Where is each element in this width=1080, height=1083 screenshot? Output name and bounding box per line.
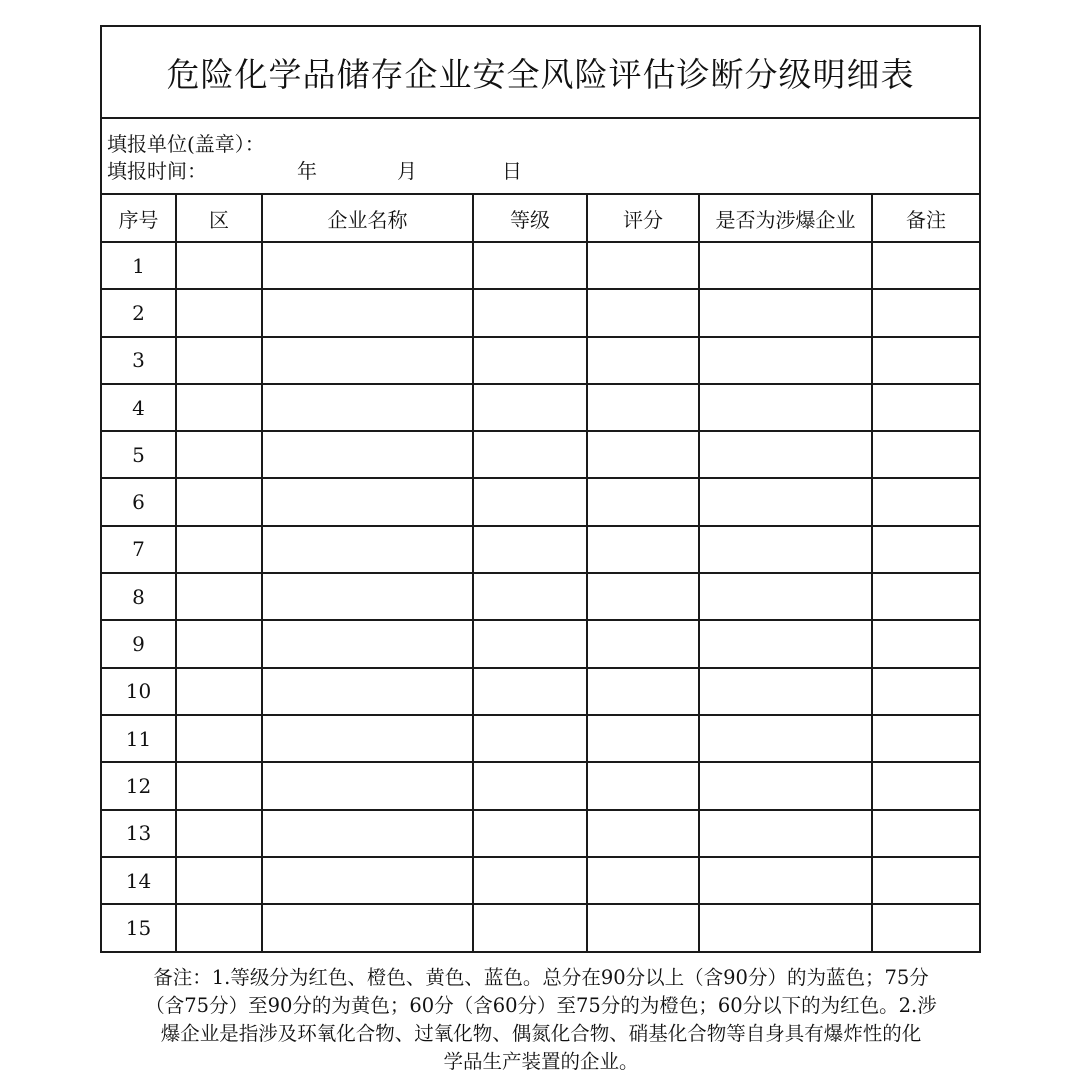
cell-index: 1	[102, 242, 176, 289]
table-row	[102, 620, 979, 667]
cell-company-name[interactable]	[262, 810, 473, 857]
cell-explosive[interactable]	[699, 573, 872, 620]
column-header-score: 评分	[587, 195, 699, 242]
cell-grade[interactable]	[473, 857, 587, 904]
cell-grade[interactable]	[473, 668, 587, 715]
table-row	[102, 904, 979, 951]
cell-explosive[interactable]	[699, 762, 872, 809]
cell-explosive[interactable]	[699, 620, 872, 667]
table-row	[102, 762, 979, 809]
cell-score[interactable]	[587, 620, 699, 667]
cell-score[interactable]	[587, 289, 699, 336]
cell-explosive[interactable]	[699, 242, 872, 289]
cell-remarks[interactable]	[872, 384, 979, 431]
cell-index: 2	[102, 289, 176, 336]
reporting-info	[102, 119, 979, 195]
cell-score[interactable]	[587, 337, 699, 384]
cell-district[interactable]	[176, 289, 262, 336]
cell-remarks[interactable]	[872, 289, 979, 336]
cell-explosive[interactable]	[699, 668, 872, 715]
cell-grade[interactable]	[473, 573, 587, 620]
cell-remarks[interactable]	[872, 857, 979, 904]
column-header-company-name: 企业名称	[262, 195, 473, 242]
cell-remarks[interactable]	[872, 337, 979, 384]
cell-score[interactable]	[587, 904, 699, 951]
cell-score[interactable]	[587, 242, 699, 289]
detail-table	[102, 195, 979, 951]
cell-remarks[interactable]	[872, 573, 979, 620]
cell-index: 5	[102, 431, 176, 478]
table-row	[102, 337, 979, 384]
cell-company-name[interactable]	[262, 289, 473, 336]
cell-district[interactable]	[176, 715, 262, 762]
cell-explosive[interactable]	[699, 384, 872, 431]
cell-district[interactable]	[176, 526, 262, 573]
cell-district[interactable]	[176, 573, 262, 620]
cell-remarks[interactable]	[872, 431, 979, 478]
cell-index: 8	[102, 573, 176, 620]
cell-explosive[interactable]	[699, 526, 872, 573]
cell-score[interactable]	[587, 762, 699, 809]
cell-company-name[interactable]	[262, 857, 473, 904]
cell-explosive[interactable]	[699, 431, 872, 478]
cell-index: 4	[102, 384, 176, 431]
table-row	[102, 431, 979, 478]
column-header-district: 区	[176, 195, 262, 242]
form-title: 危险化学品储存企业安全风险评估诊断分级明细表	[102, 27, 979, 119]
cell-score[interactable]	[587, 573, 699, 620]
cell-grade[interactable]	[473, 526, 587, 573]
footnote-line: 学品生产装置的企业。	[443, 1050, 639, 1073]
cell-explosive[interactable]	[699, 857, 872, 904]
cell-grade[interactable]	[473, 904, 587, 951]
cell-explosive[interactable]	[699, 715, 872, 762]
cell-score[interactable]	[587, 478, 699, 525]
cell-index: 11	[102, 715, 176, 762]
cell-explosive[interactable]	[699, 289, 872, 336]
cell-grade[interactable]	[473, 384, 587, 431]
table-row	[102, 526, 979, 573]
cell-remarks[interactable]	[872, 668, 979, 715]
cell-grade[interactable]	[473, 762, 587, 809]
cell-grade[interactable]	[473, 289, 587, 336]
table-row	[102, 242, 979, 289]
cell-company-name[interactable]	[262, 715, 473, 762]
cell-district[interactable]	[176, 337, 262, 384]
day-label: 日	[502, 159, 522, 183]
table-row	[102, 857, 979, 904]
cell-remarks[interactable]	[872, 810, 979, 857]
cell-company-name[interactable]	[262, 242, 473, 289]
cell-index: 3	[102, 337, 176, 384]
table-row	[102, 810, 979, 857]
reporting-unit-line	[107, 131, 979, 158]
table-row	[102, 384, 979, 431]
cell-grade[interactable]	[473, 715, 587, 762]
cell-remarks[interactable]	[872, 620, 979, 667]
cell-grade[interactable]	[473, 810, 587, 857]
footnote-line: 备注：1.等级分为红色、橙色、黄色、蓝色。总分在90分以上（含90分）的为蓝色；75分	[153, 966, 929, 989]
footnote-line: 爆企业是指涉及环氧化合物、过氧化物、偶氮化合物、硝基化合物等自身具有爆炸性的化	[160, 1022, 922, 1045]
cell-index: 6	[102, 478, 176, 525]
table-row	[102, 289, 979, 336]
cell-company-name[interactable]	[262, 337, 473, 384]
reporting-unit-label: 填报单位(盖章）：	[107, 132, 265, 156]
cell-index: 14	[102, 857, 176, 904]
table-row	[102, 715, 979, 762]
cell-district[interactable]	[176, 478, 262, 525]
cell-score[interactable]	[587, 384, 699, 431]
table-row	[102, 573, 979, 620]
cell-district[interactable]	[176, 242, 262, 289]
cell-score[interactable]	[587, 715, 699, 762]
reporting-time-label: 填报时间：	[107, 159, 207, 183]
cell-grade[interactable]	[473, 337, 587, 384]
cell-company-name[interactable]	[262, 431, 473, 478]
cell-district[interactable]	[176, 668, 262, 715]
cell-index: 10	[102, 668, 176, 715]
cell-score[interactable]	[587, 668, 699, 715]
cell-district[interactable]	[176, 810, 262, 857]
cell-explosive[interactable]	[699, 810, 872, 857]
cell-district[interactable]	[176, 384, 262, 431]
cell-index: 13	[102, 810, 176, 857]
footnote-line: （含75分）至90分的为黄色；60分（含60分）至75分的为橙色；60分以下的为红色。2.涉	[145, 994, 937, 1017]
cell-grade[interactable]	[473, 478, 587, 525]
cell-grade[interactable]	[473, 242, 587, 289]
cell-district[interactable]	[176, 431, 262, 478]
cell-remarks[interactable]	[872, 478, 979, 525]
cell-score[interactable]	[587, 526, 699, 573]
cell-index: 15	[102, 904, 176, 951]
cell-index: 9	[102, 620, 176, 667]
cell-explosive[interactable]	[699, 478, 872, 525]
cell-district[interactable]	[176, 762, 262, 809]
cell-grade[interactable]	[473, 431, 587, 478]
cell-district[interactable]	[176, 904, 262, 951]
cell-remarks[interactable]	[872, 242, 979, 289]
cell-explosive[interactable]	[699, 904, 872, 951]
table-row	[102, 478, 979, 525]
reporting-time-line	[107, 158, 979, 185]
cell-company-name[interactable]	[262, 620, 473, 667]
cell-district[interactable]	[176, 857, 262, 904]
month-label: 月	[397, 159, 417, 183]
year-label: 年	[297, 159, 317, 183]
form-sheet	[100, 25, 981, 953]
column-header-remarks: 备注	[872, 195, 979, 242]
cell-remarks[interactable]	[872, 526, 979, 573]
cell-company-name[interactable]	[262, 478, 473, 525]
cell-remarks[interactable]	[872, 762, 979, 809]
cell-index: 7	[102, 526, 176, 573]
column-header-grade: 等级	[473, 195, 587, 242]
cell-company-name[interactable]	[262, 384, 473, 431]
table-row	[102, 668, 979, 715]
cell-district[interactable]	[176, 620, 262, 667]
cell-company-name[interactable]	[262, 904, 473, 951]
footnote	[106, 964, 976, 1076]
cell-score[interactable]	[587, 857, 699, 904]
table-header-row	[102, 195, 979, 242]
cell-company-name[interactable]	[262, 668, 473, 715]
cell-grade[interactable]	[473, 620, 587, 667]
column-header-explosive: 是否为涉爆企业	[699, 195, 872, 242]
cell-score[interactable]	[587, 810, 699, 857]
cell-remarks[interactable]	[872, 715, 979, 762]
cell-company-name[interactable]	[262, 526, 473, 573]
cell-explosive[interactable]	[699, 337, 872, 384]
cell-company-name[interactable]	[262, 762, 473, 809]
cell-index: 12	[102, 762, 176, 809]
column-header-index: 序号	[102, 195, 176, 242]
cell-remarks[interactable]	[872, 904, 979, 951]
cell-score[interactable]	[587, 431, 699, 478]
table-body	[102, 242, 979, 951]
cell-company-name[interactable]	[262, 573, 473, 620]
